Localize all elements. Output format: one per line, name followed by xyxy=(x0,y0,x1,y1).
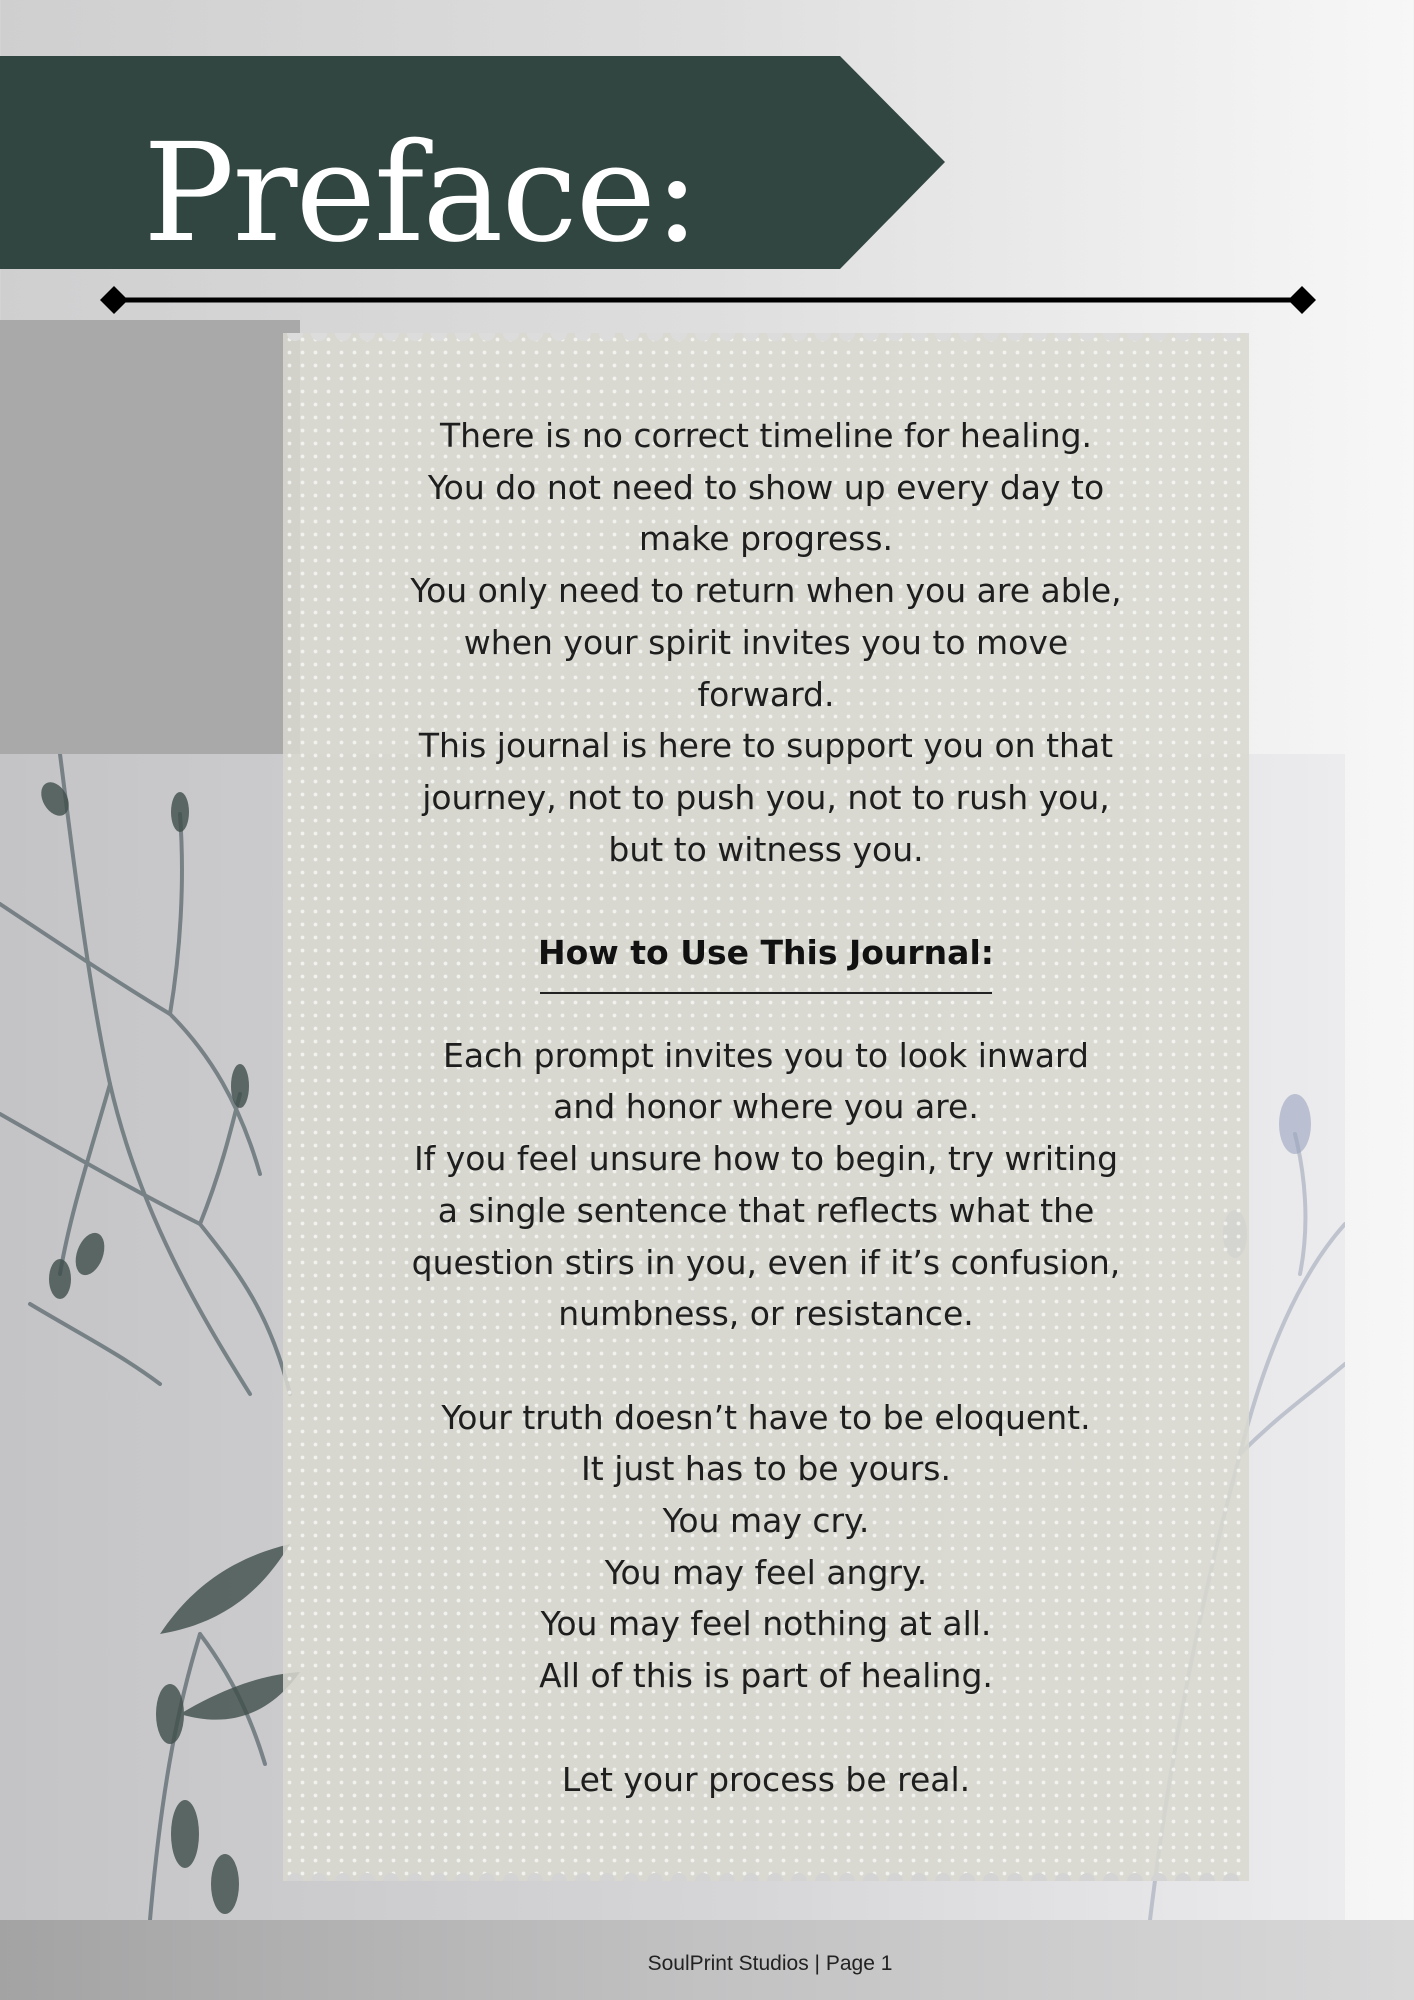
body-line: question stirs in you, even if it’s confusion, xyxy=(411,1242,1121,1282)
body-line: You may cry. xyxy=(662,1501,870,1541)
how-to-paragraph-2 xyxy=(380,1392,1152,1702)
body-line: It just has to be yours. xyxy=(581,1449,951,1489)
title-banner xyxy=(0,56,945,273)
divider-line xyxy=(100,285,1316,315)
gray-side-block xyxy=(0,320,300,754)
heading-underline xyxy=(540,992,992,994)
intro-line: when your spirit invites you to move xyxy=(463,622,1069,662)
intro-line: There is no correct timeline for healing. xyxy=(439,416,1093,455)
body-line: All of this is part of healing. xyxy=(539,1656,993,1696)
intro-line: forward. xyxy=(697,674,835,714)
divider-diamond-right xyxy=(1288,286,1316,314)
body-line: Each prompt invites you to look inward xyxy=(443,1035,1089,1075)
how-to-paragraph-1 xyxy=(380,1030,1152,1340)
body-line: Your truth doesn’t have to be eloquent. xyxy=(441,1397,1091,1437)
divider-diamond-left xyxy=(100,286,128,314)
page-title: Preface: xyxy=(143,115,698,273)
intro-line: You do not need to show up every day to xyxy=(427,467,1105,507)
intro-line: This journal is here to support you on that xyxy=(418,726,1114,766)
intro-line: You only need to return when you are able, xyxy=(410,571,1122,611)
intro-line: journey, not to push you, not to rush you, xyxy=(422,777,1110,817)
body-line: numbness, or resistance. xyxy=(558,1294,974,1334)
body-line: and honor where you are. xyxy=(553,1087,979,1127)
intro-line: make progress. xyxy=(638,519,894,559)
body-line: a single sentence that reflects what the xyxy=(437,1190,1095,1230)
how-to-heading: How to Use This Journal: xyxy=(538,933,994,973)
preface-text xyxy=(380,410,1152,1805)
intro-line: but to witness you. xyxy=(608,829,924,869)
body-line: If you feel unsure how to begin, try writing xyxy=(413,1139,1119,1179)
closing-line: Let your process be real. xyxy=(561,1759,971,1799)
body-line: You may feel angry. xyxy=(604,1552,928,1592)
body-line: You may feel nothing at all. xyxy=(540,1604,992,1644)
footer-text: SoulPrint Studios | Page 1 xyxy=(647,1952,893,1975)
intro-paragraph xyxy=(380,410,1152,875)
